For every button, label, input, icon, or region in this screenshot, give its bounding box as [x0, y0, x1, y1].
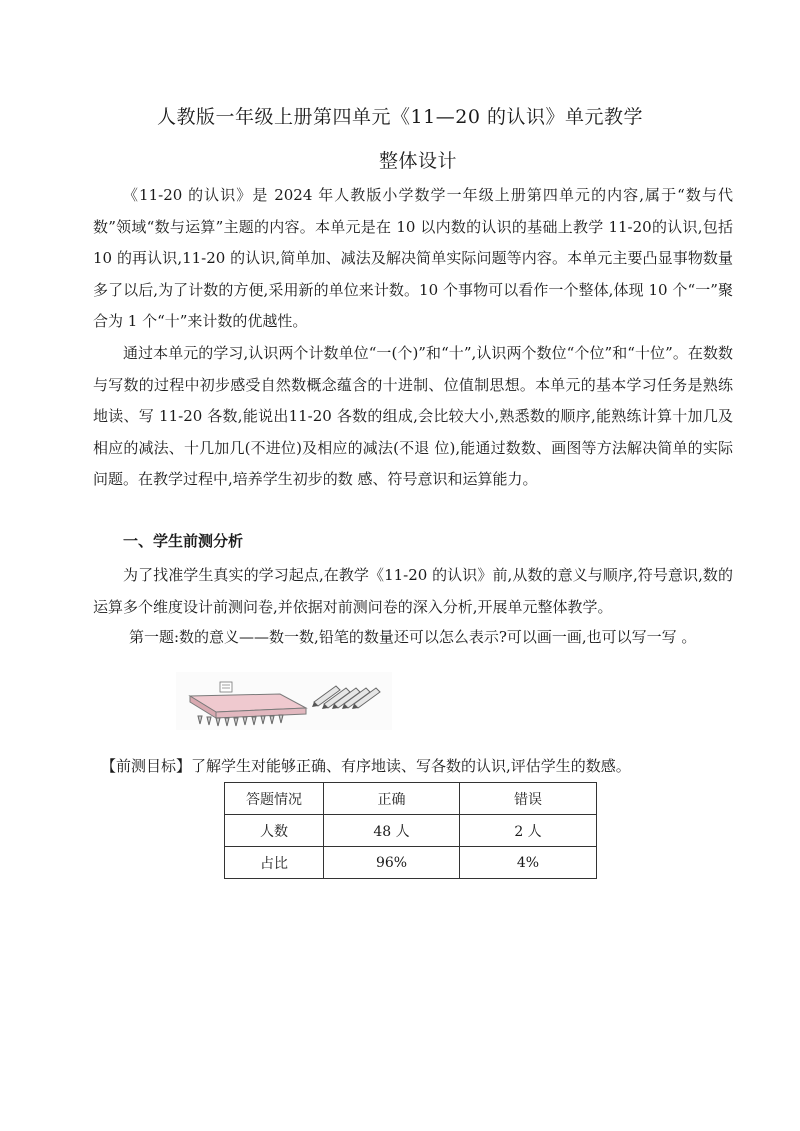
goals-paragraph: 通过本单元的学习,认识两个计数单位“一(个)”和“十”,认识两个数位“个位”和“十位”。在数数与写数的过程中初步感受自然数概念蕴含的十进制、位值制思想。本单元的基本学习任务是熟练地读、写 11-20 各数,能说出11-20 各数的组成,会比较大小,熟悉数的顺序,能熟练计算十加几及相应的减法、十几加几(不进位)及相应的减法(不退 位),能通过数数、画图等方法解决简单的实际问题。在教学过程中,培养学生初步的数 感、符号意识和运算能力。	[93, 344, 733, 488]
document-title-line1: 人教版一年级上册第四单元《11—20 的认识》单元教学	[157, 106, 643, 128]
table-header-cell: 错误	[460, 783, 597, 815]
table-row	[225, 815, 597, 847]
pretest-goal-label: 【前测目标】	[101, 757, 192, 775]
table-row	[225, 847, 597, 879]
table-cell: 48 人	[324, 815, 460, 847]
table-cell: 人数	[225, 815, 324, 847]
pencils-figure	[176, 672, 392, 730]
pretest-goal	[101, 755, 631, 776]
table-header-cell: 正确	[324, 783, 460, 815]
result-table	[224, 782, 597, 879]
intro-paragraph: 《11-20 的认识》是 2024 年人教版小学数学一年级上册第四单元的内容,属于“数与代数”领域“数与运算”主题的内容。本单元是在 10 以内数的认识的基础上教学 11-20的认识,包括 10 的再认识,11-20 的认识,简单加、减法及解决简单实际问题等内容。本单元主要凸显事物数量多了以后,为了计数的方便,采用新的单位来计数。10 个事物可以看作一个整体,体现 10 个“一”聚合为 1 个“十”来计数的优越性。	[93, 186, 733, 330]
table-cell: 占比	[225, 847, 324, 879]
table-cell: 4%	[460, 847, 597, 879]
section-heading-pretest: 一、学生前测分析	[123, 532, 244, 550]
pretest-paragraph: 为了找准学生真实的学习起点,在教学《11-20 的认识》前,从数的意义与顺序,符号意识,数的运算多个维度设计前测问卷,并依据对前测问卷的深入分析,开展单元整体教学。	[93, 566, 733, 616]
table-header-cell: 答题情况	[225, 783, 324, 815]
table-cell: 2 人	[460, 815, 597, 847]
table-header-row	[225, 783, 597, 815]
table-cell: 96%	[324, 847, 460, 879]
question-1: 第一题:数的意义——数一数,铅笔的数量还可以怎么表示?可以画一画,也可以写一写 。	[129, 628, 697, 646]
pretest-goal-text: 了解学生对能够正确、有序地读、写各数的认识,评估学生的数感。	[191, 757, 631, 775]
pencils-illustration	[176, 672, 392, 730]
document-title-line2: 整体设计	[378, 150, 457, 172]
